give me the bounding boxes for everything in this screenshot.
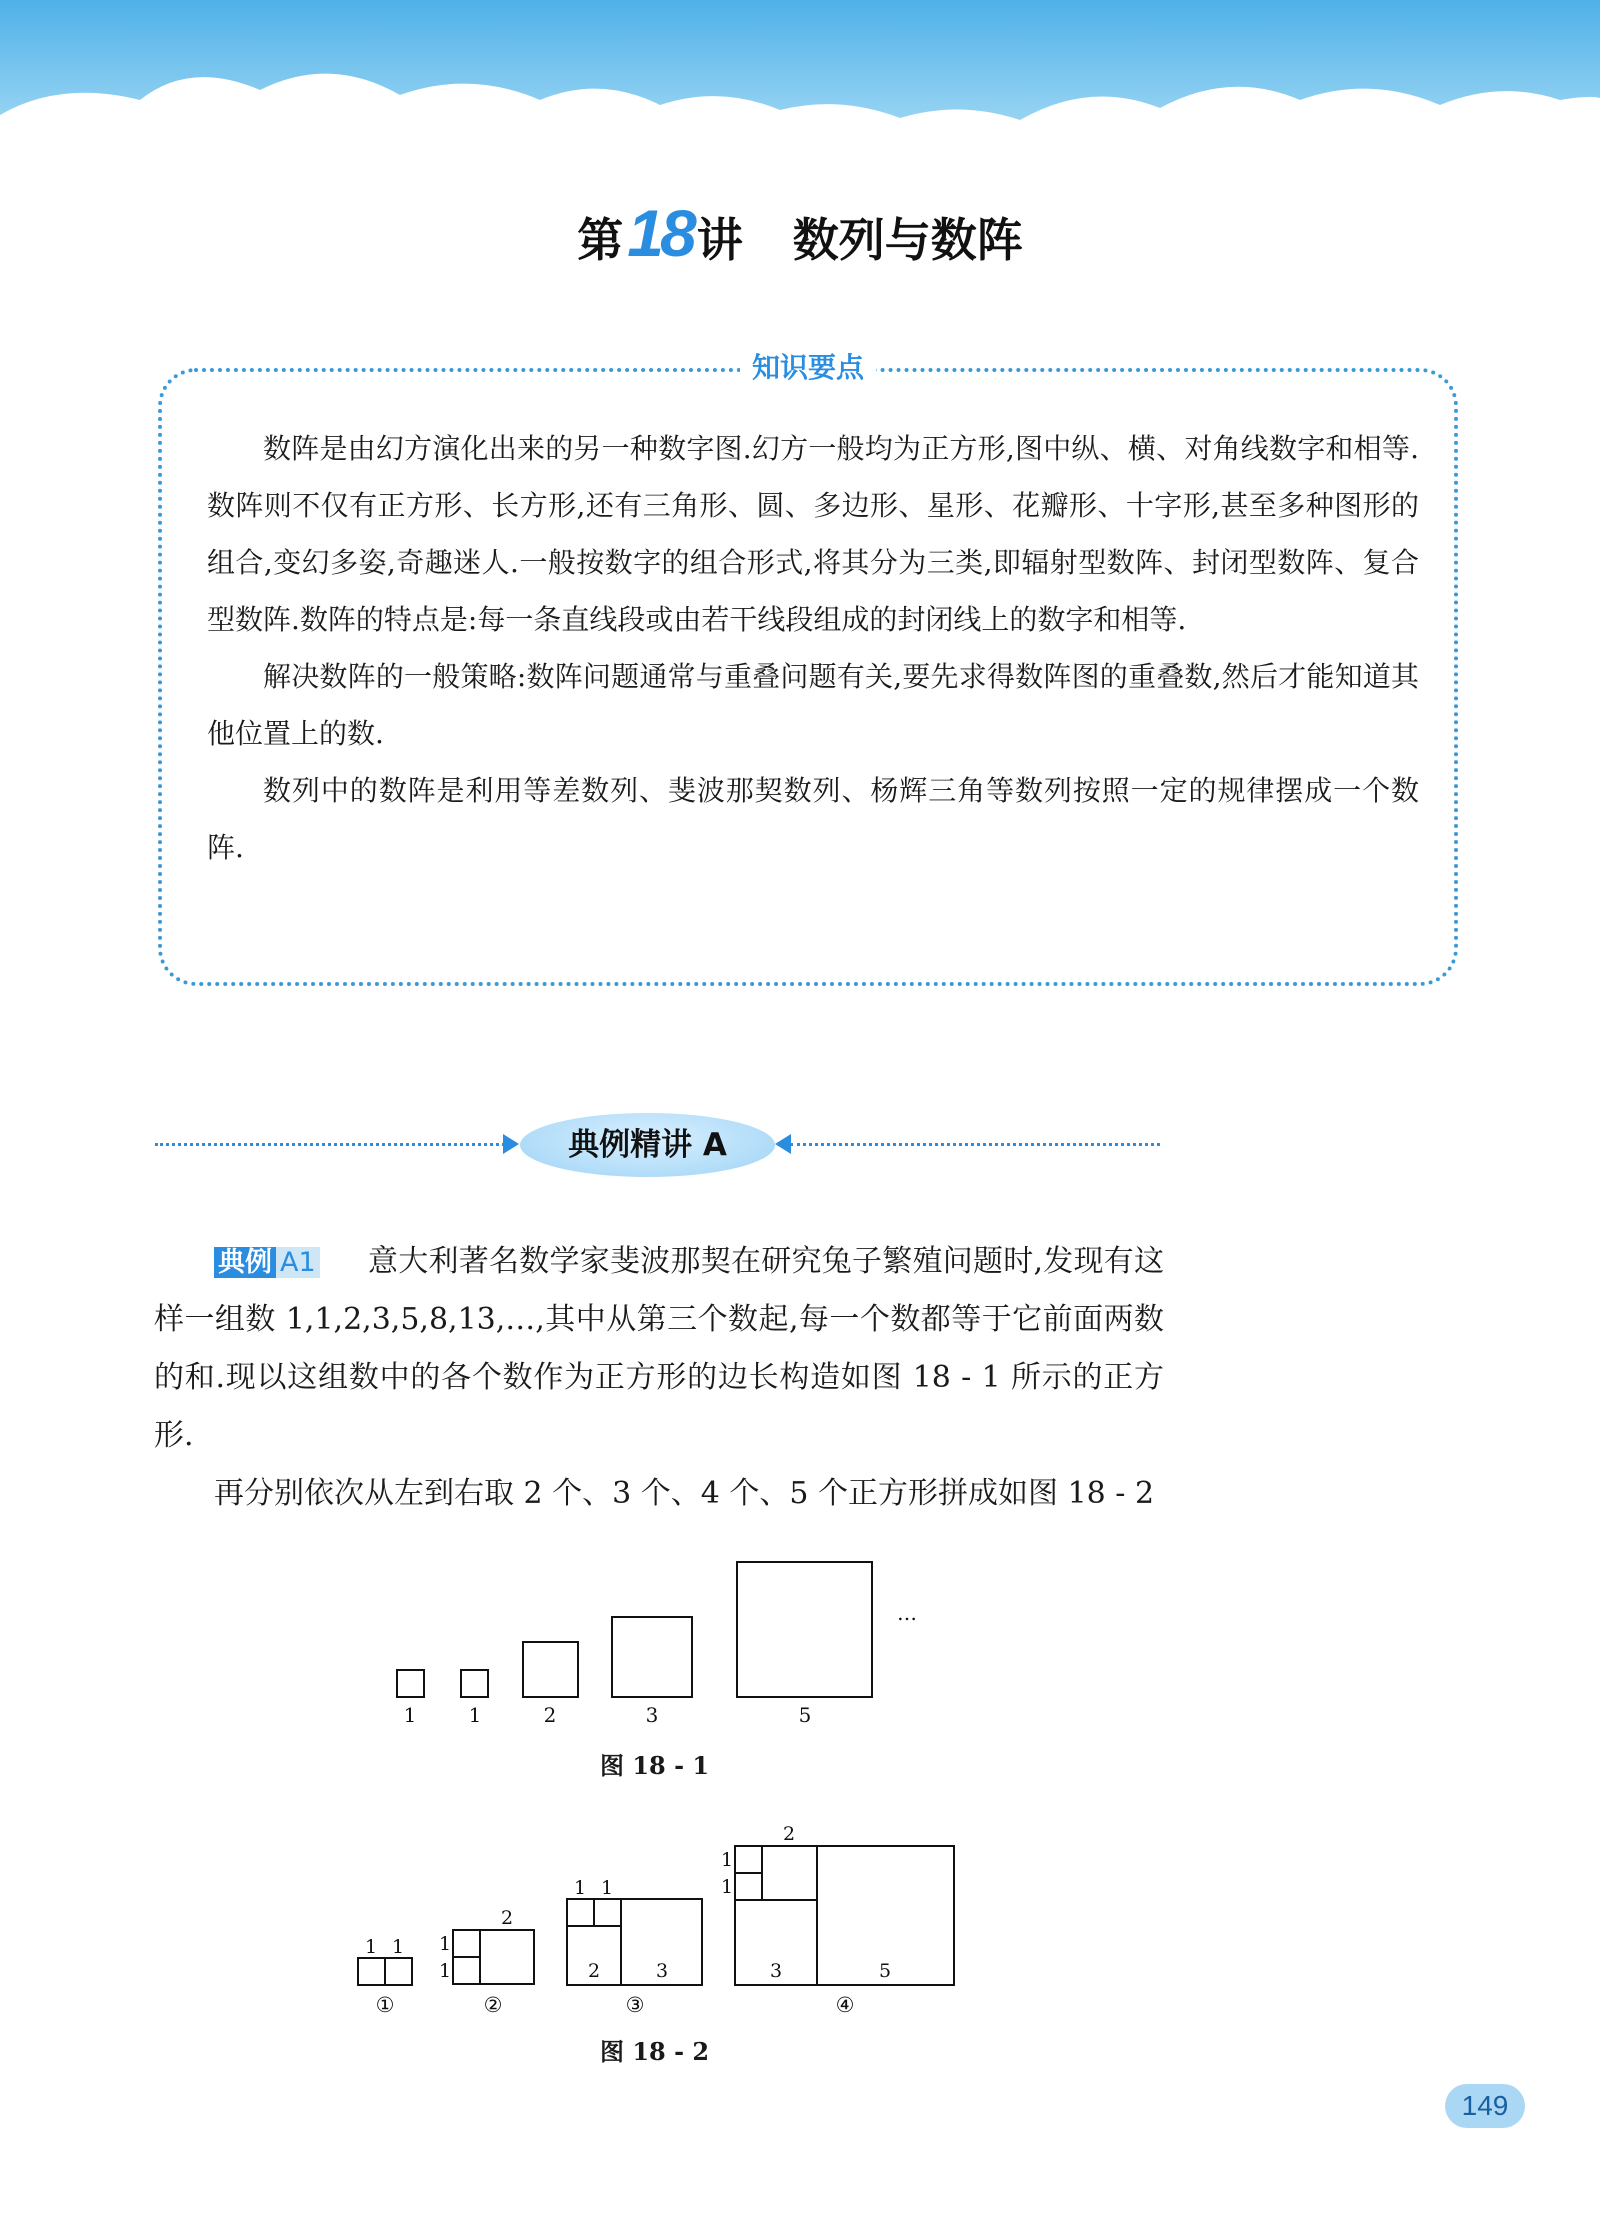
fig2-label: 2 xyxy=(500,1907,514,1929)
fig2-marker: ② xyxy=(483,1993,503,2017)
title-prefix: 第 xyxy=(577,213,624,267)
knowledge-paragraph: 数阵是由幻方演化出来的另一种数字图.幻方一般均为正方形,图中纵、横、对角线数字和相等.数阵则不仅有正方形、长方形,还有三角形、圆、多边形、星形、花瓣形、十字形,甚至多种图形的组合,变幻多姿,奇趣迷人.一般按数字的组合形式,将其分为三类,即辐射型数阵、封闭型数阵、复合型数阵.数阵的特点是:每一条直线段或由若干线段组成的封闭线上的数字和相等. xyxy=(207,432,1419,636)
section-divider-right xyxy=(790,1143,1160,1146)
fig1-label: 1 xyxy=(468,1703,482,1727)
example-tag xyxy=(214,1243,320,1283)
example-paragraph: 再分别依次从左到右取 2 个、3 个、4 个、5 个正方形拼成如图 18 - 2 xyxy=(214,1476,1155,1511)
fig1-label: 5 xyxy=(798,1703,812,1727)
fig2-label: 5 xyxy=(878,1960,892,1982)
example-paragraph: 意大利著名数学家斐波那契在研究兔子繁殖问题时,发现有这样一组数 1,1,2,3,5,8,13,…,其中从第三个数起,每一个数都等于它前面两数的和.现以这组数中的各个数作为正方形的边长构造如图 18 - 1 所示的正方形. xyxy=(154,1244,1164,1453)
figure-18-2 xyxy=(340,1810,980,2025)
page-number: 149 xyxy=(1445,2084,1525,2128)
fig2-label: 1 xyxy=(364,1936,378,1958)
fig2-marker: ③ xyxy=(625,1993,645,2017)
arrow-right-icon xyxy=(503,1134,519,1154)
example-tag-text: 典例 xyxy=(214,1247,276,1278)
section-title: 典例精讲 A xyxy=(568,1127,727,1163)
knowledge-paragraph: 解决数阵的一般策略:数阵问题通常与重叠问题有关,要先求得数阵图的重叠数,然后才能知道其他位置上的数. xyxy=(207,660,1419,750)
section-divider-left xyxy=(155,1143,505,1146)
fig1-label: 1 xyxy=(403,1703,417,1727)
title-main: 数列与数阵 xyxy=(792,213,1023,267)
square-1a xyxy=(397,1670,424,1697)
fig2-label: 2 xyxy=(587,1960,601,1982)
fig2-label: 3 xyxy=(769,1960,783,1982)
fig2-marker: ④ xyxy=(835,1993,855,2017)
sky-banner xyxy=(0,0,1600,150)
title-suffix: 讲 xyxy=(696,213,743,267)
chapter-number: 18 xyxy=(627,196,693,270)
fig1-ellipsis: … xyxy=(897,1601,917,1625)
knowledge-paragraph: 数列中的数阵是利用等差数列、斐波那契数列、杨辉三角等数列按照一定的规律摆成一个数阵. xyxy=(207,774,1419,864)
figure-18-2-caption: 图 18 - 2 xyxy=(600,2037,710,2066)
fig1-label: 3 xyxy=(645,1703,659,1727)
square-2 xyxy=(523,1642,578,1697)
fig2-label: 1 xyxy=(391,1936,405,1958)
square-5 xyxy=(737,1562,872,1697)
example-tag-number: A1 xyxy=(276,1247,320,1278)
fig2-label: 1 xyxy=(438,1933,452,1955)
fig2-marker: ① xyxy=(375,1993,395,2017)
fig2-label: 1 xyxy=(438,1960,452,1982)
fig2-label: 1 xyxy=(720,1876,734,1898)
figure-18-1 xyxy=(380,1550,940,1730)
arrow-left-icon xyxy=(775,1134,791,1154)
fig1-label: 2 xyxy=(543,1703,557,1727)
square-3 xyxy=(612,1617,692,1697)
page-title xyxy=(0,195,1600,271)
fig2-label: 2 xyxy=(782,1823,796,1845)
fig2-label: 1 xyxy=(600,1877,614,1899)
knowledge-label: 知识要点 xyxy=(740,346,876,386)
fig2-label: 1 xyxy=(720,1849,734,1871)
square-1b xyxy=(461,1670,488,1697)
fig2-label: 3 xyxy=(655,1960,669,1982)
figure-18-1-caption: 图 18 - 1 xyxy=(600,1751,710,1780)
knowledge-text xyxy=(207,420,1419,876)
fig2-label: 1 xyxy=(573,1877,587,1899)
